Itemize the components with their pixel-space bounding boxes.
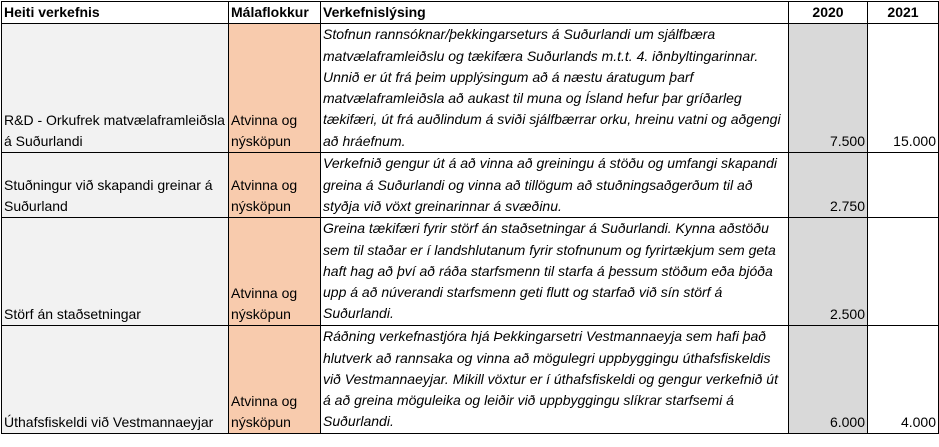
amount-2021-cell[interactable] (868, 153, 939, 218)
amount-2020-cell[interactable]: 2.750 (789, 153, 868, 218)
table-row (2, 24, 939, 153)
header-2020[interactable]: 2020 (789, 2, 868, 24)
description-cell[interactable]: Stofnun rannsóknar/þekkingarseturs á Suðurlandi um sjálfbæra matvælaframleiðslu og tækifæra Suðurlands m.t.t. 4. iðnbyltingarinnar. Unnið er út frá þeim upplýsingum að á næstu áratugum þarf matvælaframleiðsla að aukast til muna og Ísland hefur þar gríðarleg tækifæri, út frá auðlindum á sviði sjálfbærrar orku, hreinu vatni og aðgengi að hráefnum. (321, 24, 789, 153)
category-cell[interactable]: Atvinna og nýsköpun (229, 218, 321, 326)
category-cell[interactable]: Atvinna og nýsköpun (229, 153, 321, 218)
projects-table (1, 1, 939, 434)
table-row (2, 153, 939, 218)
category-cell[interactable]: Atvinna og nýsköpun (229, 24, 321, 153)
description-cell[interactable]: Verkefnið gengur út á að vinna að greiningu á stöðu og umfangi skapandi greina á Suðurlandi og vinna að tillögum að stuðningsaðgerðum til að styðja við vöxt greinarinnar á svæðinu. (321, 153, 789, 218)
header-name[interactable]: Heiti verkefnis (2, 2, 229, 24)
amount-2020-cell[interactable]: 2.500 (789, 218, 868, 326)
amount-2020-cell[interactable]: 7.500 (789, 24, 868, 153)
project-name-cell[interactable]: R&D - Orkufrek matvælaframleiðsla á Suðurlandi (2, 24, 229, 153)
header-2021[interactable]: 2021 (868, 2, 939, 24)
table-row (2, 326, 939, 434)
table-row (2, 218, 939, 326)
amount-2021-cell[interactable] (868, 218, 939, 326)
project-name-cell[interactable]: Stuðningur við skapandi greinar á Suðurland (2, 153, 229, 218)
amount-2021-cell[interactable]: 4.000 (868, 326, 939, 434)
description-cell[interactable]: Ráðning verkefnastjóra hjá Þekkingarsetri Vestmannaeyja sem hafi það hlutverk að rannsaka og vinna að mögulegri uppbyggingu úthafsfiskeldis við Vestmannaeyjar. Mikill vöxtur er í úthafsfiskeldi og gengur verkefnið út á að greina möguleika og leiðir við uppbyggingu slíkrar starfsemi á Suðurlandi. (321, 326, 789, 434)
category-cell[interactable]: Atvinna og nýsköpun (229, 326, 321, 434)
header-description[interactable]: Verkefnislýsing (321, 2, 789, 24)
amount-2021-cell[interactable]: 15.000 (868, 24, 939, 153)
description-cell[interactable]: Greina tækifæri fyrir störf án staðsetningar á Suðurlandi. Kynna aðstöðu sem til staðar er í landshlutanum fyrir stofnunum og fyrirtækjum sem geta haft hag að því að ráða starfsmenn til starfa á þessum stöðum eða bjóða upp á að núverandi starfsmenn geti flutt og starfað við sín störf á Suðurlandi. (321, 218, 789, 326)
header-category[interactable]: Málaflokkur (229, 2, 321, 24)
project-name-cell[interactable]: Störf án staðsetningar (2, 218, 229, 326)
amount-2020-cell[interactable]: 6.000 (789, 326, 868, 434)
project-name-cell[interactable]: Úthafsfiskeldi við Vestmannaeyjar (2, 326, 229, 434)
header-row (2, 2, 939, 24)
